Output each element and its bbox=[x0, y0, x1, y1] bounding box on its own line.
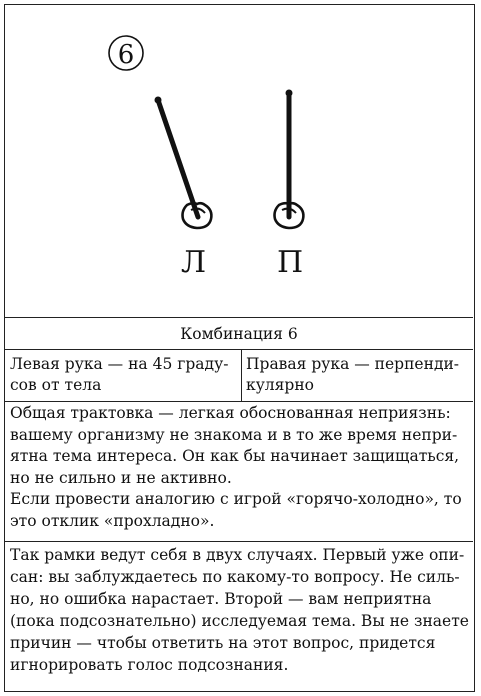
interpretation-block bbox=[10, 403, 470, 532]
interpretation-line: вашему организму не знакома и в то же время непри- bbox=[10, 425, 458, 444]
note-line: но, но ошибка нарастает. Второй — вам неприятна bbox=[10, 590, 432, 608]
note-line: (пока подсознательно) исследуемая тема. Вы не знаете bbox=[10, 612, 469, 630]
divider bbox=[5, 349, 473, 350]
interpretation-line: это отклик «прохладно». bbox=[10, 511, 215, 530]
interpretation-line: но не сильно и не активно. bbox=[10, 468, 232, 487]
column-divider bbox=[241, 349, 242, 401]
interpretation-line: ятна тема интереса. Он как бы начинает защищаться, bbox=[10, 447, 460, 465]
left-hand-line: Левая рука — на 45 граду- bbox=[10, 355, 229, 373]
interpretation-line: Если провести аналогию с игрой «горячо-холодно», то bbox=[10, 490, 462, 508]
note-block bbox=[10, 544, 470, 676]
combination-title: Комбинация 6 bbox=[180, 325, 298, 343]
divider bbox=[5, 541, 473, 542]
left-hand-description bbox=[10, 354, 238, 396]
note-line: Так рамки ведут себя в двух случаях. Первый уже опи- bbox=[10, 546, 465, 564]
combination-card bbox=[4, 4, 475, 692]
left-hand-label: Л bbox=[181, 245, 207, 280]
right-hand-line: Правая рука — перпенди- bbox=[246, 355, 460, 373]
interpretation-line: Общая трактовка — легкая обоснованная неприязнь: bbox=[10, 404, 451, 422]
figure-number-text: 6 bbox=[117, 40, 135, 70]
right-hand-label: П bbox=[277, 245, 304, 280]
dowsing-rods-illustration bbox=[5, 5, 473, 317]
left-rod-icon bbox=[155, 97, 212, 229]
note-line: игнорировать голос подсознания. bbox=[10, 656, 289, 674]
divider bbox=[5, 401, 473, 402]
divider bbox=[5, 317, 473, 318]
right-rod-icon bbox=[275, 90, 304, 229]
left-hand-line: сов от тела bbox=[10, 376, 102, 394]
figure-number-badge bbox=[109, 36, 143, 70]
right-hand-line: кулярно bbox=[246, 376, 315, 394]
note-line: причин — чтобы ответить на этот вопрос, придется bbox=[10, 634, 436, 652]
note-line: сан: вы заблуждаетесь по какому-то вопросу. Не силь- bbox=[10, 568, 460, 586]
right-hand-description bbox=[246, 354, 472, 396]
